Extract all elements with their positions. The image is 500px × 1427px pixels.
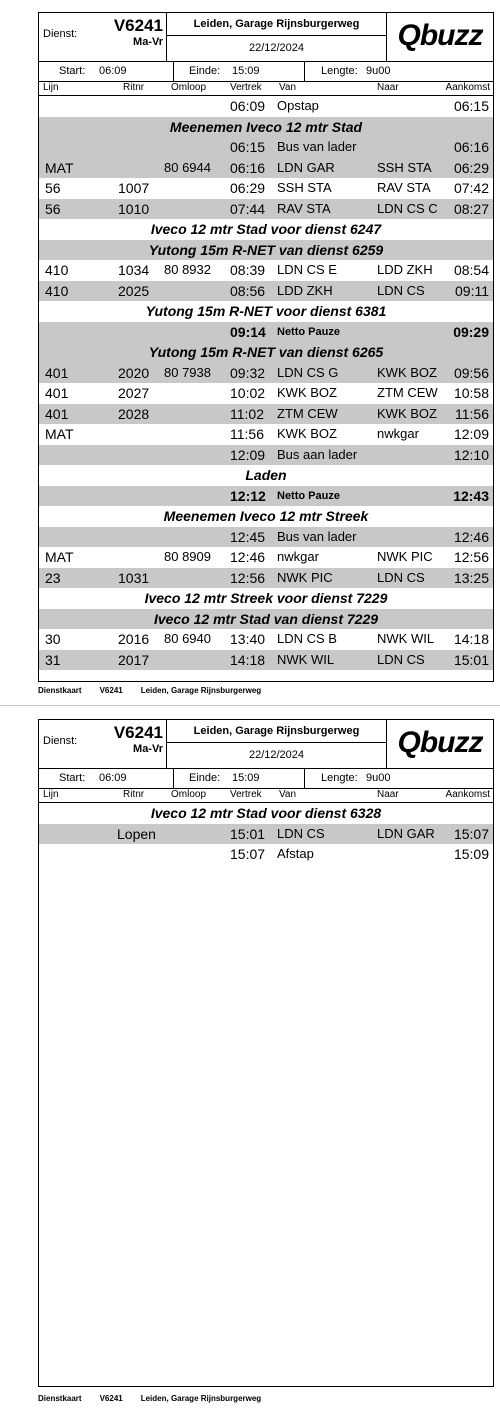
cell-vertrek: 06:15 bbox=[230, 139, 266, 155]
dienst-days: Ma-Vr bbox=[133, 36, 163, 48]
cell-aankomst: 06:15 bbox=[453, 98, 489, 114]
cell-omloop: 80 6944 bbox=[164, 159, 211, 175]
lengte-value: 9u00 bbox=[366, 772, 391, 784]
shift-times bbox=[39, 62, 493, 82]
header-date: 22/12/2024 bbox=[248, 749, 305, 761]
cell-ritnr: 2020 bbox=[118, 364, 150, 381]
cell-vertrek: 12:12 bbox=[230, 487, 266, 504]
section-title: Iveco 12 mtr Stad van dienst 7229 bbox=[153, 610, 379, 627]
cell-van: NWK PIC bbox=[277, 569, 333, 585]
cell-ritnr: 2027 bbox=[118, 385, 150, 401]
start-time: 06:09 bbox=[99, 772, 127, 784]
qbuzz-logo: Qbuzz bbox=[397, 726, 483, 759]
cell-lijn: Lopen bbox=[117, 825, 156, 842]
cell-van: NWK WIL bbox=[277, 651, 335, 667]
cell-lijn: 401 bbox=[45, 385, 69, 401]
cell-van: LDD ZKH bbox=[277, 282, 333, 298]
col-van: Van bbox=[279, 789, 297, 800]
col-lijn: Lijn bbox=[43, 82, 59, 93]
cell-vertrek: 08:39 bbox=[230, 262, 266, 278]
section-title: Iveco 12 mtr Stad voor dienst 6247 bbox=[150, 221, 382, 237]
footer-label: Dienstkaart bbox=[38, 1394, 82, 1403]
table-row bbox=[39, 844, 493, 865]
cell-aankomst: 08:27 bbox=[453, 200, 489, 217]
cell-aankomst: 06:29 bbox=[453, 159, 489, 176]
cell-van: RAV STA bbox=[277, 200, 331, 216]
cell-naar: NWK PIC bbox=[377, 549, 433, 564]
cell-lijn: MAT bbox=[45, 549, 74, 565]
section-heading bbox=[39, 609, 493, 630]
cell-van: LDN CS G bbox=[277, 364, 339, 380]
table-row bbox=[39, 137, 493, 158]
table-row bbox=[39, 824, 493, 845]
cell-vertrek: 15:07 bbox=[230, 846, 266, 862]
cell-aankomst: 12:46 bbox=[453, 528, 489, 545]
einde-time: 15:09 bbox=[232, 65, 260, 77]
column-headers bbox=[39, 789, 493, 803]
col-ritnr: Ritnr bbox=[123, 82, 145, 93]
table-row bbox=[39, 404, 493, 425]
col-naar: Naar bbox=[377, 82, 399, 93]
cell-aankomst: 07:42 bbox=[453, 180, 489, 196]
cell-lijn: 31 bbox=[45, 651, 61, 668]
cell-van: Afstap bbox=[277, 846, 314, 861]
cell-van: LDN CS B bbox=[277, 631, 337, 646]
cell-vertrek: 06:29 bbox=[230, 180, 266, 196]
card-header bbox=[39, 13, 493, 62]
cell-aankomst: 06:16 bbox=[453, 139, 489, 155]
cell-ritnr: 1010 bbox=[118, 200, 150, 217]
cell-aankomst: 14:18 bbox=[453, 631, 489, 647]
cell-vertrek: 06:16 bbox=[230, 159, 266, 176]
page-footer bbox=[38, 686, 279, 695]
col-omloop: Omloop bbox=[171, 82, 207, 93]
cell-naar: nwkgar bbox=[377, 426, 419, 441]
header-location: Leiden, Garage Rijnsburgerweg bbox=[167, 13, 386, 36]
footer-code: V6241 bbox=[99, 1394, 123, 1403]
header-location-date bbox=[167, 720, 387, 768]
col-naar: Naar bbox=[377, 789, 399, 800]
table-row bbox=[39, 629, 493, 650]
cell-vertrek: 06:09 bbox=[230, 98, 266, 114]
column-headers bbox=[39, 82, 493, 96]
cell-ritnr: 1031 bbox=[118, 569, 150, 586]
cell-vertrek: 12:09 bbox=[230, 446, 266, 463]
cell-lijn: 410 bbox=[45, 262, 69, 278]
col-vertrek: Vertrek bbox=[230, 82, 262, 93]
cell-lijn: 401 bbox=[45, 405, 69, 422]
header-date: 22/12/2024 bbox=[248, 42, 305, 54]
table-row bbox=[39, 650, 493, 671]
lengte-label: Lengte: bbox=[321, 772, 358, 784]
cell-ritnr: 2017 bbox=[118, 651, 150, 668]
section-title: Iveco 12 mtr Stad voor dienst 6328 bbox=[150, 805, 382, 821]
cell-van: ZTM CEW bbox=[277, 405, 338, 421]
dienst-days: Ma-Vr bbox=[133, 743, 163, 755]
cell-vertrek: 12:56 bbox=[230, 569, 266, 586]
cell-vertrek: 13:40 bbox=[230, 631, 266, 647]
cell-ritnr: 2016 bbox=[118, 631, 150, 647]
col-aankomst: Aankomst bbox=[445, 789, 490, 800]
einde-time: 15:09 bbox=[232, 772, 260, 784]
lengte-value: 9u00 bbox=[366, 65, 391, 77]
cell-aankomst: 09:29 bbox=[453, 323, 489, 340]
cell-aankomst: 12:09 bbox=[453, 426, 489, 442]
cell-naar: LDN CS bbox=[377, 569, 425, 585]
cell-lijn: 56 bbox=[45, 180, 61, 196]
cell-lijn: 401 bbox=[45, 364, 69, 381]
cell-naar: SSH STA bbox=[377, 159, 432, 175]
cell-aankomst: 12:56 bbox=[453, 549, 489, 565]
table-row bbox=[39, 158, 493, 179]
dienst-value bbox=[99, 720, 167, 768]
cell-vertrek: 12:46 bbox=[230, 549, 266, 565]
cell-van: LDN GAR bbox=[277, 159, 335, 175]
cell-vertrek: 14:18 bbox=[230, 651, 266, 668]
section-heading bbox=[39, 342, 493, 363]
cell-ritnr: 2028 bbox=[118, 405, 150, 422]
cell-naar: KWK BOZ bbox=[377, 405, 437, 421]
cell-naar: KWK BOZ bbox=[377, 364, 437, 380]
shift-times bbox=[39, 769, 493, 789]
cell-van: LDN CS E bbox=[277, 262, 337, 277]
qbuzz-logo: Qbuzz bbox=[397, 19, 483, 52]
col-aankomst: Aankomst bbox=[445, 82, 490, 93]
section-title: Yutong 15m R-NET voor dienst 6381 bbox=[145, 303, 387, 319]
section-heading bbox=[39, 301, 493, 322]
cell-ritnr: 1034 bbox=[118, 262, 150, 278]
card-header bbox=[39, 720, 493, 769]
header-location: Leiden, Garage Rijnsburgerweg bbox=[167, 720, 386, 743]
einde-label: Einde: bbox=[189, 65, 221, 77]
dienst-label: Dienst: bbox=[43, 28, 78, 40]
cell-vertrek: 09:14 bbox=[230, 323, 266, 340]
cell-omloop: 80 8932 bbox=[164, 262, 211, 277]
cell-van: Bus van lader bbox=[277, 139, 357, 154]
schedule-rows bbox=[39, 803, 493, 865]
cell-vertrek: 12:45 bbox=[230, 528, 266, 545]
dienst-value bbox=[99, 13, 167, 61]
cell-naar: LDN CS bbox=[377, 651, 425, 667]
cell-aankomst: 10:58 bbox=[453, 385, 489, 401]
table-row bbox=[39, 96, 493, 117]
cell-van: Netto Pauze bbox=[277, 325, 340, 338]
cell-vertrek: 10:02 bbox=[230, 385, 266, 401]
cell-naar: LDN CS C bbox=[377, 200, 438, 216]
start-label: Start: bbox=[59, 772, 86, 784]
cell-naar: NWK WIL bbox=[377, 631, 435, 646]
header-location-date bbox=[167, 13, 387, 61]
cell-aankomst: 11:56 bbox=[455, 405, 489, 422]
dienstkaart-card bbox=[38, 719, 494, 1387]
table-row bbox=[39, 260, 493, 281]
cell-aankomst: 15:09 bbox=[453, 846, 489, 862]
cell-aankomst: 12:43 bbox=[453, 487, 489, 504]
col-omloop: Omloop bbox=[171, 789, 207, 800]
dienst-code: V6241 bbox=[113, 16, 163, 35]
cell-vertrek: 11:56 bbox=[230, 426, 264, 442]
section-title: Yutong 15m R-NET van dienst 6265 bbox=[148, 344, 384, 360]
cell-van: KWK BOZ bbox=[277, 385, 337, 400]
cell-naar: RAV STA bbox=[377, 180, 431, 195]
cell-omloop: 80 6940 bbox=[164, 631, 211, 646]
cell-lijn: 23 bbox=[45, 569, 61, 586]
col-van: Van bbox=[279, 82, 297, 93]
table-row bbox=[39, 178, 493, 199]
section-heading bbox=[39, 506, 493, 527]
cell-van: Bus van lader bbox=[277, 528, 357, 544]
section-title: Iveco 12 mtr Streek voor dienst 7229 bbox=[144, 590, 388, 606]
cell-lijn: MAT bbox=[45, 159, 74, 176]
cell-naar: LDN CS bbox=[377, 282, 425, 298]
col-lijn: Lijn bbox=[43, 789, 59, 800]
cell-vertrek: 11:02 bbox=[230, 405, 264, 422]
section-title: Meenemen Iveco 12 mtr Stad bbox=[169, 118, 363, 135]
col-ritnr: Ritnr bbox=[123, 789, 145, 800]
start-label: Start: bbox=[59, 65, 86, 77]
footer-label: Dienstkaart bbox=[38, 686, 82, 695]
cell-van: SSH STA bbox=[277, 180, 332, 195]
table-row bbox=[39, 445, 493, 466]
section-heading bbox=[39, 117, 493, 138]
col-vertrek: Vertrek bbox=[230, 789, 262, 800]
section-heading bbox=[39, 588, 493, 609]
table-row bbox=[39, 199, 493, 220]
section-heading bbox=[39, 240, 493, 261]
footer-location: Leiden, Garage Rijnsburgerweg bbox=[140, 1394, 262, 1403]
cell-lijn: 56 bbox=[45, 200, 61, 217]
table-row bbox=[39, 547, 493, 568]
cell-omloop: 80 7938 bbox=[164, 364, 211, 380]
section-heading bbox=[39, 219, 493, 240]
section-title: Laden bbox=[245, 467, 287, 483]
dienst-code: V6241 bbox=[113, 723, 163, 742]
cell-van: Opstap bbox=[277, 98, 319, 113]
pause-row bbox=[39, 322, 493, 343]
table-row bbox=[39, 383, 493, 404]
section-heading bbox=[39, 803, 493, 824]
schedule-rows bbox=[39, 96, 493, 670]
cell-vertrek: 09:32 bbox=[230, 364, 266, 381]
footer-code: V6241 bbox=[99, 686, 123, 695]
pause-row bbox=[39, 486, 493, 507]
cell-van: Netto Pauze bbox=[277, 489, 340, 502]
dienstkaart-page-1 bbox=[0, 0, 500, 705]
cell-naar: ZTM CEW bbox=[377, 385, 438, 400]
einde-label: Einde: bbox=[189, 772, 221, 784]
cell-aankomst: 13:25 bbox=[453, 569, 489, 586]
cell-vertrek: 08:56 bbox=[230, 282, 266, 299]
footer-location: Leiden, Garage Rijnsburgerweg bbox=[140, 686, 262, 695]
table-row bbox=[39, 281, 493, 302]
start-time: 06:09 bbox=[99, 65, 127, 77]
cell-van: KWK BOZ bbox=[277, 426, 337, 441]
cell-van: LDN CS bbox=[277, 825, 325, 841]
table-row bbox=[39, 424, 493, 445]
cell-ritnr: 1007 bbox=[118, 180, 150, 196]
cell-vertrek: 15:01 bbox=[230, 825, 266, 842]
cell-lijn: 410 bbox=[45, 282, 69, 299]
cell-aankomst: 09:56 bbox=[453, 364, 489, 381]
cell-aankomst: 09:11 bbox=[455, 282, 489, 299]
section-title: Meenemen Iveco 12 mtr Streek bbox=[163, 508, 369, 524]
cell-vertrek: 07:44 bbox=[230, 200, 266, 217]
section-title: Yutong 15m R-NET van dienst 6259 bbox=[148, 241, 384, 258]
table-row bbox=[39, 363, 493, 384]
cell-aankomst: 15:01 bbox=[453, 651, 489, 668]
dienst-label: Dienst: bbox=[43, 735, 78, 747]
section-heading bbox=[39, 465, 493, 486]
table-row bbox=[39, 527, 493, 548]
dienstkaart-card bbox=[38, 12, 494, 682]
cell-aankomst: 12:10 bbox=[453, 446, 489, 463]
cell-naar: LDN GAR bbox=[377, 825, 435, 841]
cell-aankomst: 15:07 bbox=[453, 825, 489, 842]
lengte-label: Lengte: bbox=[321, 65, 358, 77]
cell-omloop: 80 8909 bbox=[164, 549, 211, 564]
page-footer bbox=[38, 1394, 279, 1403]
cell-aankomst: 08:54 bbox=[453, 262, 489, 278]
cell-lijn: 30 bbox=[45, 631, 61, 647]
cell-ritnr: 2025 bbox=[118, 282, 150, 299]
cell-van: Bus aan lader bbox=[277, 446, 358, 462]
cell-lijn: MAT bbox=[45, 426, 74, 442]
table-row bbox=[39, 568, 493, 589]
cell-van: nwkgar bbox=[277, 549, 319, 564]
cell-naar: LDD ZKH bbox=[377, 262, 433, 277]
dienstkaart-page-2 bbox=[0, 705, 500, 1427]
